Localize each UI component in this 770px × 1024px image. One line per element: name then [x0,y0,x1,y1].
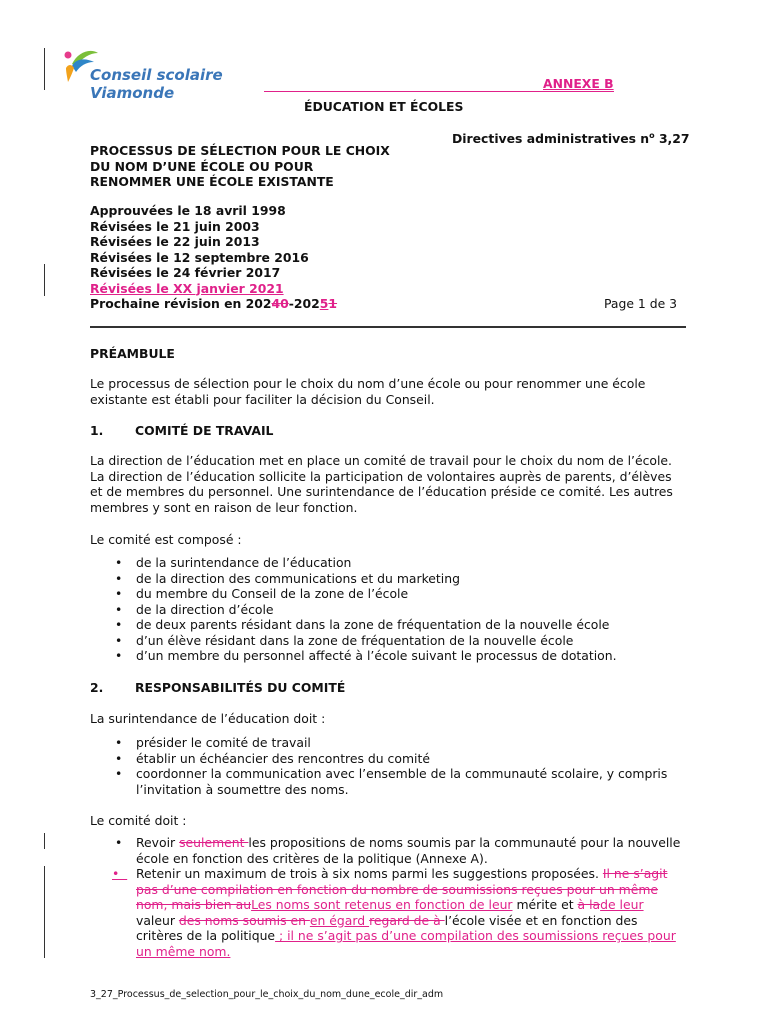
list-item: • de deux parents résidant dans la zone de fréquentation de la nouvelle école [115,617,610,632]
page-number: Page 1 de 3 [604,296,678,311]
committee-duties-intro: Le comité doit : [90,813,187,828]
list-item: • d’un élève résidant dans la zone de fréquentation de la nouvelle école [115,632,574,648]
date-line: Révisées le 24 février 2017 [90,265,281,280]
committee-members-list [90,555,710,664]
date-line: Révisées le 22 juin 2013 [90,234,260,249]
annex-label: ANNEXE B [543,76,614,91]
change-bar [44,264,45,296]
section-title: ÉDUCATION ET ÉCOLES [304,99,464,114]
superintendent-duties-list [90,735,710,797]
directive-ref: Directives administratives $n^o$ 3,27 [452,131,690,147]
next-revision: Prochaine révision en 20240-20251 [90,296,338,311]
list-item: • présider le comité de travail [115,735,311,750]
list-item: • Retenir un maximum de trois à six noms parmi les suggestions proposées. Il ne s’agit pas d’une compilation en fonction du nombre de soumissions reçues pour un même nom, mais bien auLes noms sont retenus en fonction de leur mérite et à lade leur valeur des noms soumis en en égard regard de à l’école visée et en fonction des critères de la politique ; il ne s’agit pas d’une compilation des soumissions reçues pour un même nom. [112,866,676,959]
list-item: • coordonner la communication avec l’ensemble de la communauté scolaire, y compris l’invitation à soumettre des noms. [115,766,668,797]
section1-number: 1. [90,423,104,438]
committee-duties-list [90,835,710,959]
list-item: • de la surintendance de l’éducation [115,555,352,570]
annex-rule [264,91,614,92]
footer-filename: 3_27_Processus_de_selection_pour_le_choix_du_nom_dune_ecole_dir_adm [90,989,444,1000]
section1-text: La direction de l’éducation met en place un comité de travail pour le choix du nom de l’école. La direction de l’éducation sollicite la participation de volontaires auprès de parents, d’élèves et de membres du personnel. Une surintendance de l’éducation préside ce comité. Les autres membres y sont en raison de leur fonction. [90,453,673,515]
date-line: Approuvées le 18 avril 1998 [90,203,286,218]
superintendent-intro: La surintendance de l’éducation doit : [90,711,326,726]
change-bar [44,833,45,849]
section2-heading: RESPONSABILITÉS DU COMITÉ [135,680,346,695]
list-item: • Revoir seulement les propositions de noms soumis par la communauté pour la nouvelle école en fonction des critères de la politique (Annexe A). [115,835,681,866]
date-line-inserted: Révisées le XX janvier 2021 [90,280,284,296]
logo [60,44,290,102]
list-item: • d’un membre du personnel affecté à l’école suivant le processus de dotation. [115,648,617,663]
section2-number: 2. [90,680,104,695]
committee-composed: Le comité est composé : [90,532,242,547]
preamble-text: Le processus de sélection pour le choix du nom d’une école ou pour renommer une école existante est établi pour faciliter la décision du Conseil. [90,376,646,407]
title-line: RENOMMER UNE ÉCOLE EXISTANTE [90,174,334,189]
change-bar [44,866,45,958]
document-title [90,143,390,190]
list-item: • de la direction d’école [115,601,274,617]
list-item: • de la direction des communications et du marketing [115,570,460,586]
list-item: • du membre du Conseil de la zone de l’école [115,586,409,601]
header-rule [90,326,686,328]
section1-heading: COMITÉ DE TRAVAIL [135,423,274,438]
date-line: Révisées le 21 juin 2003 [90,218,260,234]
title-line: PROCESSUS DE SÉLECTION POUR LE CHOIX [90,143,390,158]
title-line: DU NOM D’UNE ÉCOLE OU POUR [90,158,314,174]
date-line: Révisées le 12 septembre 2016 [90,249,309,265]
change-bar [44,48,45,90]
logo-text: Conseil scolaire Viamonde [90,66,223,102]
list-item: • établir un échéancier des rencontres du comité [115,750,430,766]
preamble-heading: PRÉAMBULE [90,346,175,361]
revision-dates [90,203,337,312]
